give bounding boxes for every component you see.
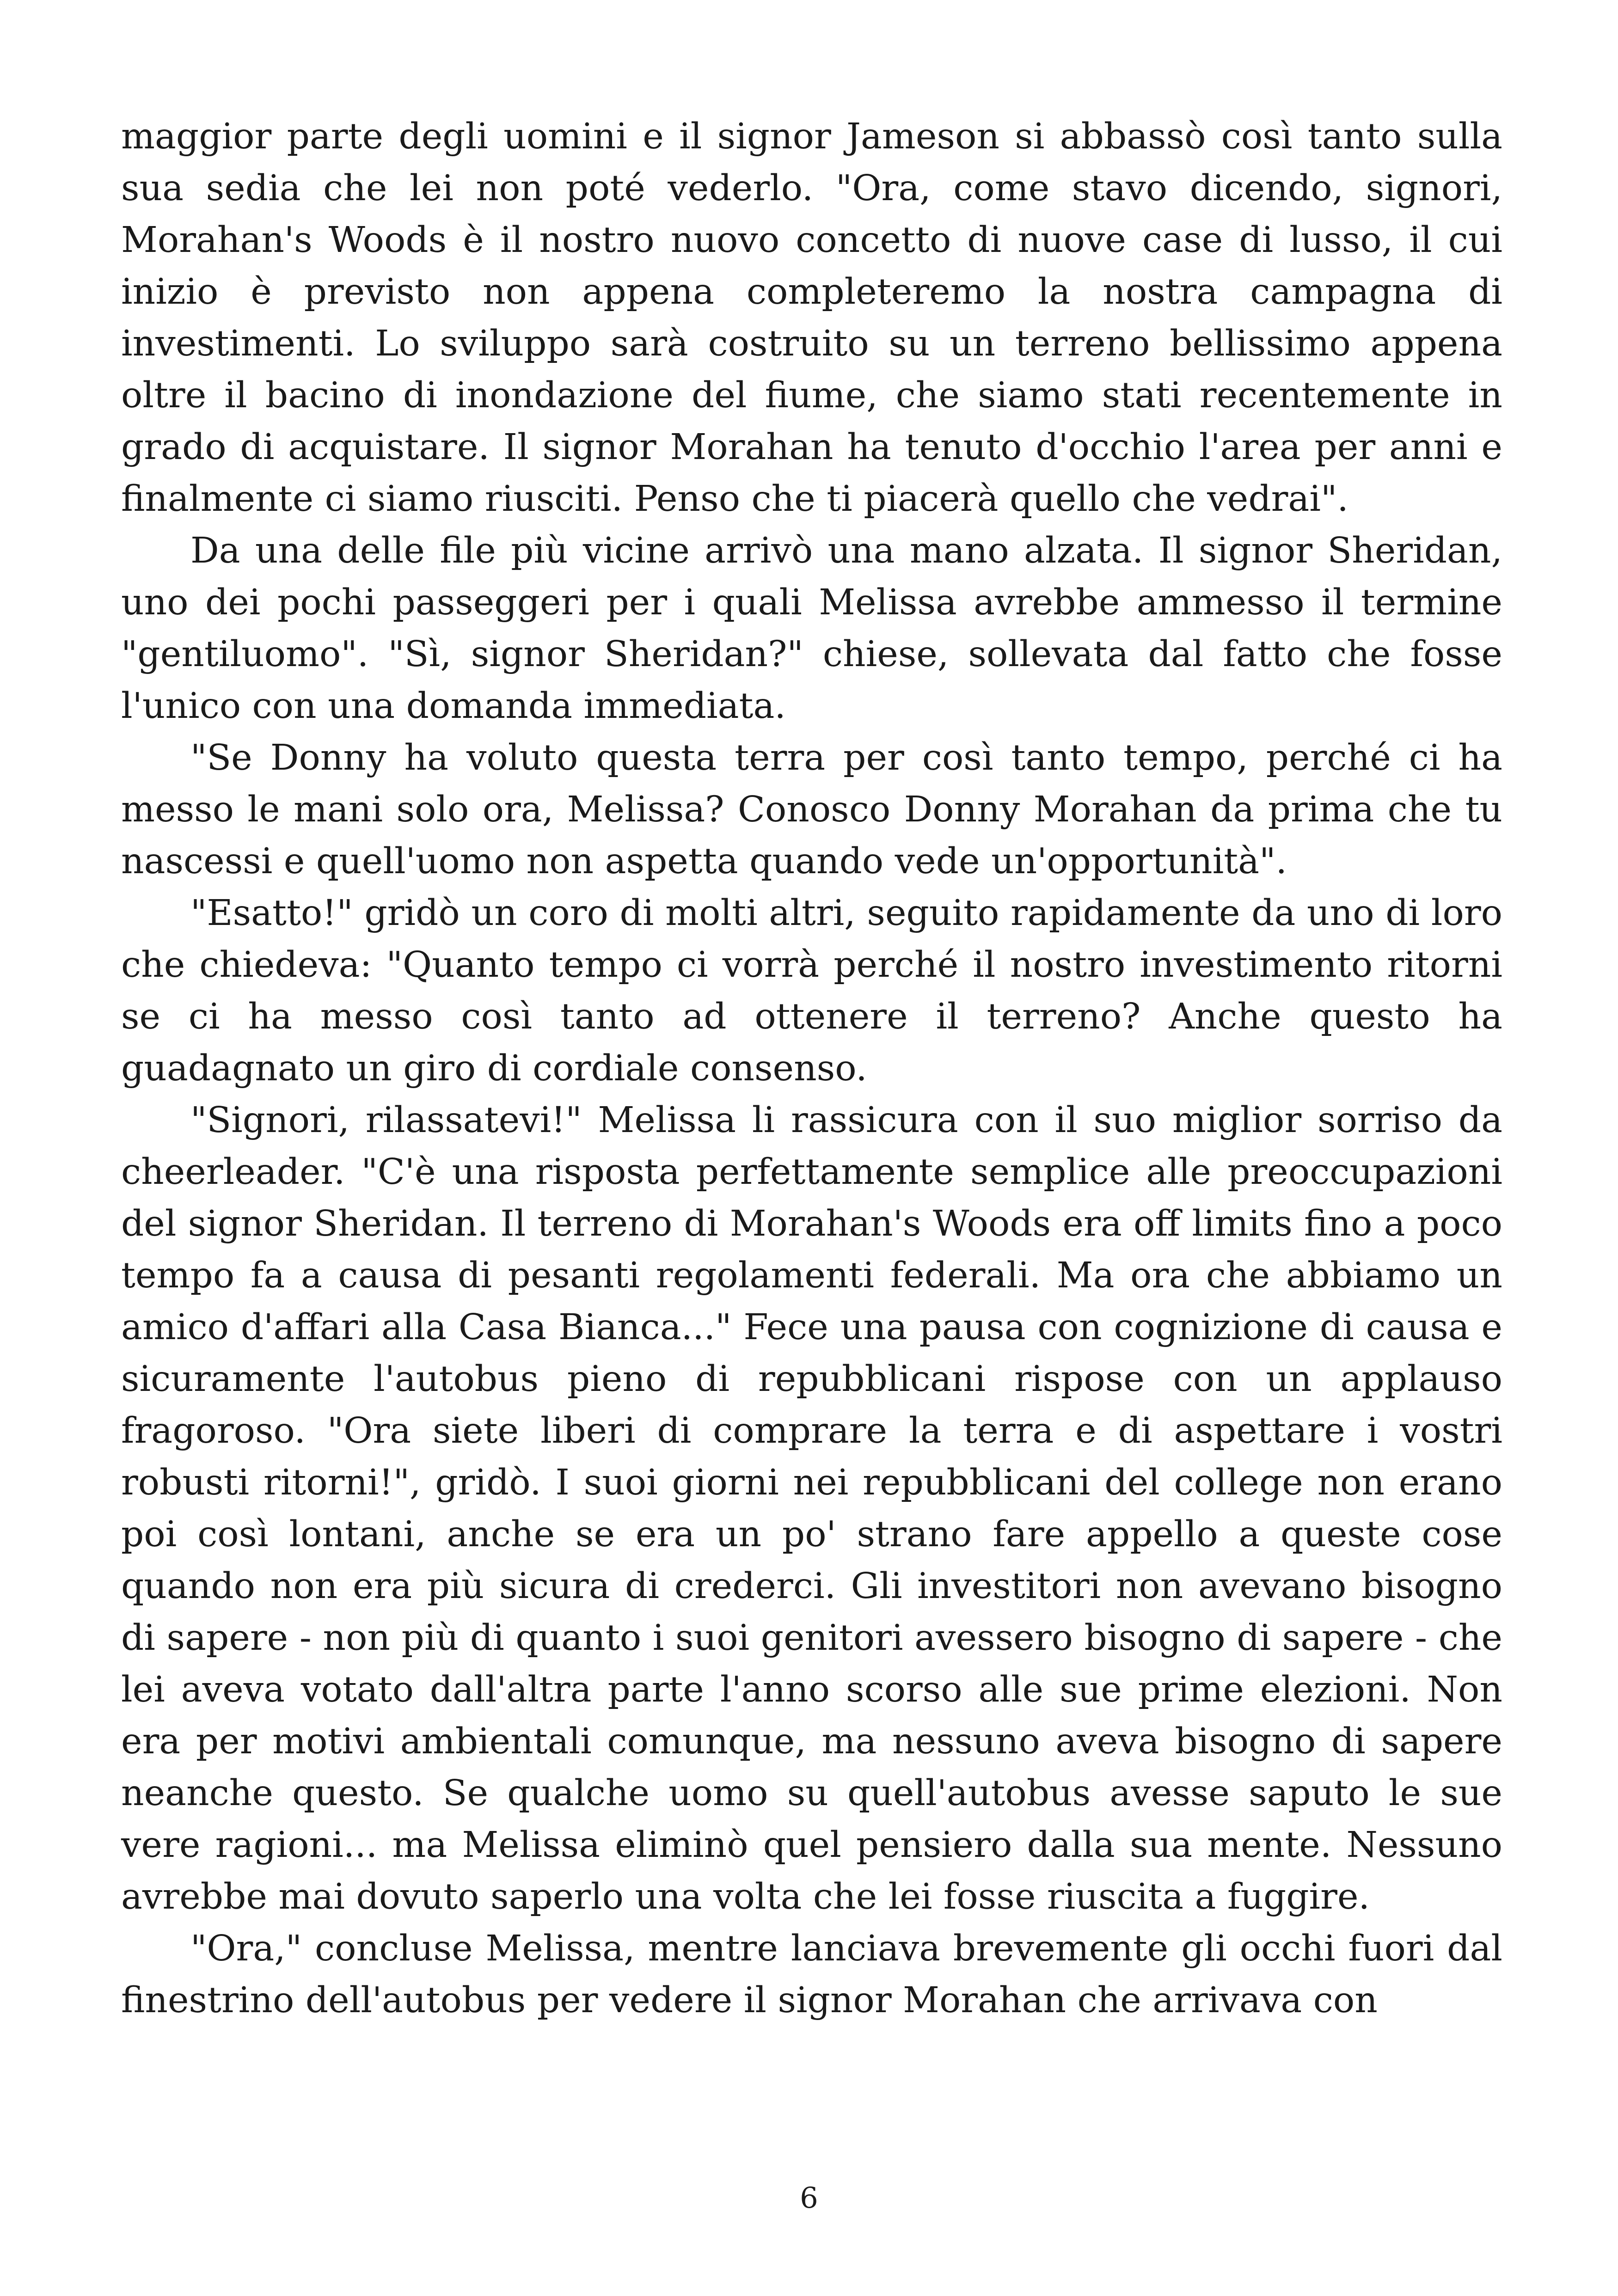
- paragraph: Da una delle file più vicine arrivò una mano alzata. Il signor Sheridan, uno dei pochi passeggeri per i quali Melissa avrebbe ammesso il termine "gentiluomo". "Sì, signor Sheridan?" chiese, sollevata dal fatto che fosse l'unico con una domanda immediata.: [121, 530, 1502, 727]
- body-text: [121, 111, 1502, 2027]
- paragraph: "Se Donny ha voluto questa terra per così tanto tempo, perché ci ha messo le mani solo ora, Melissa? Conosco Donny Morahan da prima che tu nascessi e quell'uomo non aspetta quando vede un'opportunità".: [121, 737, 1502, 882]
- paragraph: "Signori, rilassatevi!" Melissa li rassicura con il suo miglior sorriso da cheerleader. "C'è una risposta perfettamente semplice alle preoccupazioni del signor Sheridan. Il terreno di Morahan's Woods era off limits fino a poco tempo fa a causa di pesanti regolamenti federali. Ma ora che abbiamo un amico d'affari alla Casa Bianca..." Fece una pausa con cognizione di causa e sicuramente l'autobus pieno di repubblicani rispose con un applauso fragoroso. "Ora siete liberi di comprare la terra e di aspettare i vostri robusti ritorni!", gridò. I suoi giorni nei repubblicani del college non erano poi così lontani, anche se era un po' strano fare appello a queste cose quando non era più sicura di crederci. Gli investitori non avevano bisogno di sapere - non più di quanto i suoi genitori avessero bisogno di sapere - che lei aveva votato dall'altra parte l'anno scorso alle sue prime elezioni. Non era per motivi ambientali comunque, ma nessuno aveva bisogno di sapere neanche questo. Se qualche uomo su quell'autobus avesse saputo le sue vere ragioni... ma Melissa eliminò quel pensiero dalla sua mente. Nessuno avrebbe mai dovuto saperlo una volta che lei fosse riuscita a fuggire.: [121, 1100, 1502, 1917]
- page-number: 6: [800, 2181, 818, 2215]
- paragraph-continuation: maggior parte degli uomini e il signor Jameson si abbassò così tanto sulla sua sedia che lei non poté vederlo. "Ora, come stavo dicendo, signori, Morahan's Woods è il nostro nuovo concetto di nuove case di lusso, il cui inizio è previsto non appena completeremo la nostra campagna di investimenti. Lo sviluppo sarà costruito su un terreno bellissimo appena oltre il bacino di inondazione del fiume, che siamo stati recentemente in grado di acquistare. Il signor Morahan ha tenuto d'occhio l'area per anni e finalmente ci siamo riusciti. Penso che ti piacerà quello che vedrai".: [121, 116, 1502, 520]
- paragraph: "Ora," concluse Melissa, mentre lanciava brevemente gli occhi fuori dal finestrino dell'autobus per vedere il signor Morahan che arrivava con: [121, 1928, 1502, 2021]
- paragraph: "Esatto!" gridò un coro di molti altri, seguito rapidamente da uno di loro che chiedeva: "Quanto tempo ci vorrà perché il nostro investimento ritorni se ci ha messo così tanto ad ottenere il terreno? Anche questo ha guadagnato un giro di cordiale consenso.: [121, 893, 1502, 1089]
